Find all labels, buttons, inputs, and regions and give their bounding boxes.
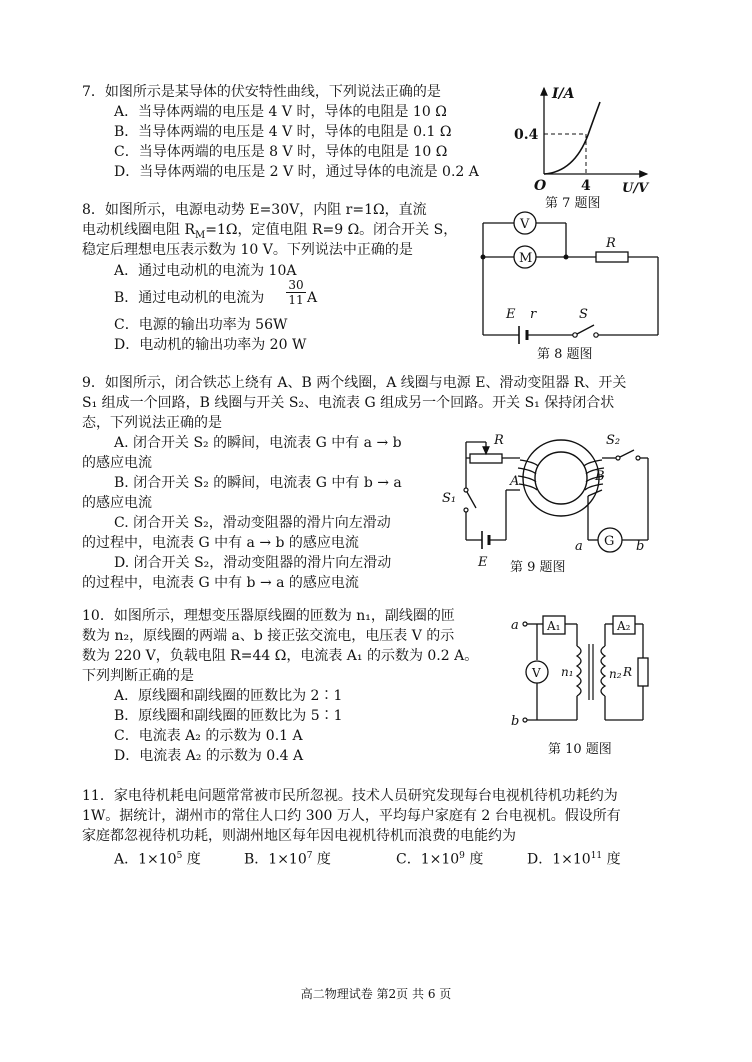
q8-option-c: C．电源的输出功率为 56W: [114, 317, 288, 333]
q7-iv-graph: [512, 80, 662, 195]
q9-option-a-cont: 的感应电流: [82, 455, 152, 471]
q9-switch-s2-label: S₂: [606, 433, 621, 448]
q11-stem-line2: 1W。据统计，湖州市的常住人口约 300 万人，平均每户家庭有 2 台电视机。假设所有: [82, 808, 621, 824]
q7-option-b: B．当导体两端的电压是 4 V 时，导体的电阻是 0.1 Ω: [114, 124, 452, 140]
q9-stem-line1: 9．如图所示，闭合铁芯上绕有 A、B 两个线圈，A 线圈与电源 E、滑动变阻器 R、开关: [82, 375, 627, 391]
q10-terminal-b: b: [511, 714, 520, 729]
q8-option-d: D．电动机的输出功率为 20 W: [114, 337, 307, 353]
q10-option-b: B．原线圈和副线圈的匝数比为 5∶1: [114, 708, 343, 724]
q8-switch-label: S: [579, 307, 588, 322]
q9-circuit: [438, 430, 663, 575]
q8-fraction: 30 11: [286, 278, 306, 307]
q8-stem-line3: 稳定后理想电压表示数为 10 V。下列说法中正确的是: [82, 242, 413, 258]
q10-caption: 第 10 题图: [548, 742, 612, 757]
q9-option-c-cont: 的过程中，电流表 G 中有 a → b 的感应电流: [82, 535, 359, 551]
q9-terminal-b: b: [636, 539, 645, 554]
q10-stem-line1: 10．如图所示，理想变压器原线圈的匝数为 n₁，副线圈的匝: [82, 608, 455, 624]
q8-internal-r-label: r: [530, 307, 537, 322]
q7-curve: [544, 102, 600, 174]
q9-option-a: A. 闭合开关 S₂ 的瞬间，电流表 G 中有 a → b: [114, 435, 402, 451]
q8-fraction-unit: A: [307, 290, 318, 306]
q10-stem-line2: 数为 n₂，原线圈的两端 a、b 接正弦交流电，电压表 V 的示: [82, 628, 455, 644]
q9-switch-s1: [467, 492, 476, 508]
q9-option-b-cont: 的感应电流: [82, 495, 152, 511]
q10-transformer: [505, 608, 665, 728]
q11-option-d: D．$1\times 10^{11}$ 度: [527, 851, 621, 868]
q10-primary-coil: [577, 646, 581, 696]
q7-y-axis-label: I/A: [552, 86, 575, 102]
q10-load-resistor: [638, 658, 648, 686]
q9-core-inner: [535, 452, 587, 504]
q8-resistor: [596, 252, 628, 262]
q9-battery-label: E: [478, 555, 488, 570]
q10-terminal-a: a: [511, 618, 519, 633]
page-footer: 高二物理试卷 第2页 共 6 页: [300, 987, 452, 1001]
q9-coil-b-label: B: [595, 469, 605, 484]
q10-stem-line4: 下列判断正确的是: [82, 668, 194, 684]
q9-option-b: B. 闭合开关 S₂ 的瞬间，电流表 G 中有 b → a: [114, 475, 402, 491]
q7-option-a: A．当导体两端的电压是 4 V 时，导体的电阻是 10 Ω: [114, 104, 447, 120]
q9-stem-line2: S₁ 组成一个回路，B 线圈与开关 S₂、电流表 G 组成另一个回路。开关 S₁ 保持闭合状: [82, 395, 615, 411]
q10-option-a: A．原线圈和副线圈的匝数比为 2∶1: [114, 688, 343, 704]
q9-caption: 第 9 题图: [510, 560, 566, 575]
q7-y-tick: 0.4: [514, 127, 539, 143]
q8-caption: 第 8 题图: [537, 347, 593, 362]
q9-option-d: D. 闭合开关 S₂，滑动变阻器的滑片向左滑动: [114, 555, 392, 571]
q7-x-tick: 4: [581, 178, 591, 194]
q8-motor-label: M: [519, 251, 533, 266]
q8-emf-label: E: [506, 307, 516, 322]
q10-ammeter-a2-label: A₂: [617, 619, 631, 633]
q10-option-c: C．电流表 A₂ 的示数为 0.1 A: [114, 728, 303, 744]
q9-rheostat-label: R: [494, 433, 504, 448]
q10-secondary-coil: [601, 646, 605, 696]
q8-switch: [577, 325, 594, 334]
q8-circuit: [478, 205, 663, 340]
q9-rheostat: [470, 454, 502, 463]
q8-stem-line2: 电动机线圈电阻 $R_M=1\Omega$，定值电阻 R=9 Ω。闭合开关 S，: [82, 222, 458, 241]
q10-n1-label: n₁: [561, 665, 574, 679]
q8-option-a: A．通过电动机的电流为 10A: [114, 263, 297, 279]
q10-voltmeter-label: V: [532, 666, 541, 680]
q7-origin: O: [534, 178, 547, 194]
q7-stem: 7．如图所示是某导体的伏安特性曲线，下列说法正确的是: [82, 84, 441, 100]
q7-caption: 第 7 题图: [545, 196, 601, 211]
q10-ammeter-a1-label: A₁: [547, 619, 561, 633]
q9-switch-s1-label: S₁: [442, 491, 457, 506]
q9-option-d-cont: 的过程中，电流表 G 中有 b → a 的感应电流: [82, 575, 359, 591]
q8-option-b: B．通过电动机的电流为: [114, 290, 265, 306]
q10-option-d: D．电流表 A₂ 的示数为 0.4 A: [114, 748, 304, 764]
q10-resistor-label: R: [623, 665, 633, 679]
q9-stem-line3: 态，下列说法正确的是: [82, 415, 222, 431]
q10-stem-line3: 数为 220 V，负载电阻 R=44 Ω，电流表 A₁ 的示数为 0.2 A。: [82, 648, 479, 664]
q11-stem-line1: 11．家电待机耗电问题常常被市民所忽视。技术人员研究发现每台电视机待机功耗约为: [82, 788, 618, 804]
q7-x-axis-label: U/V: [622, 181, 649, 196]
q10-n2-label: n₂: [609, 667, 622, 681]
q8-voltmeter-label: V: [520, 217, 530, 232]
q9-galvanometer-label: G: [604, 534, 615, 549]
q11-option-a: A．$1\times 10^5$ 度: [114, 851, 201, 868]
q8-resistor-label: R: [606, 236, 616, 251]
q8-stem-line1: 8．如图所示，电源电动势 E=30V，内阻 r=1Ω，直流: [82, 202, 427, 218]
q11-option-b: B．$1\times 10^7$ 度: [244, 851, 331, 868]
q9-terminal-a: a: [575, 539, 583, 554]
q11-option-c: C．$1\times 10^9$ 度: [396, 851, 484, 868]
q7-option-c: C．当导体两端的电压是 8 V 时，导体的电阻是 10 Ω: [114, 144, 448, 160]
q8-junction: [564, 255, 569, 260]
q11-stem-line3: 家庭都忽视待机功耗，则湖州地区每年因电视机待机而浪费的电能约为: [82, 828, 516, 844]
q7-option-d: D．当导体两端的电压是 2 V 时，通过导体的电流是 0.2 A: [114, 164, 479, 180]
q9-coil-a-label: A: [510, 474, 520, 489]
q9-switch-s2: [620, 450, 634, 457]
q9-option-c: C. 闭合开关 S₂，滑动变阻器的滑片向左滑动: [114, 515, 391, 531]
